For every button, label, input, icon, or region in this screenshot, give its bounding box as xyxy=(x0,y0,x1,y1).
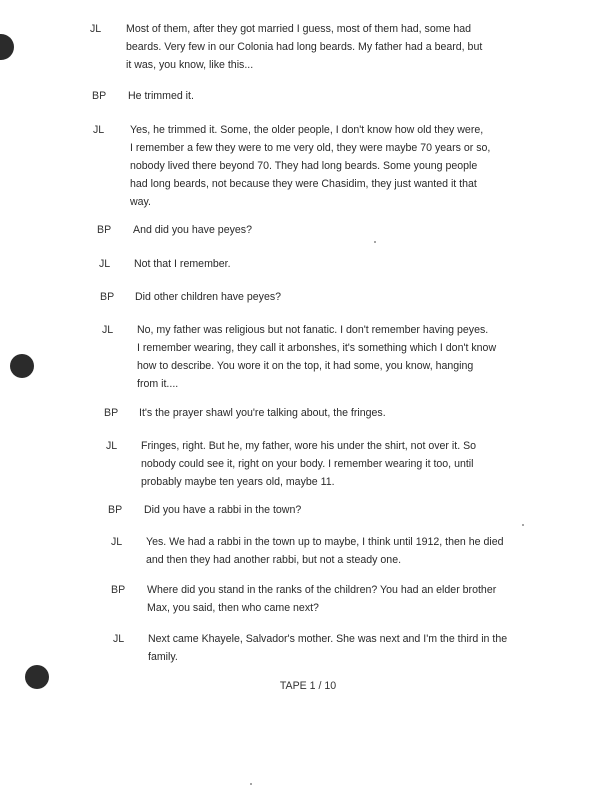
text-line: it was, you know, like this... xyxy=(126,59,254,71)
text-line: And did you have peyes? xyxy=(133,224,252,236)
speaker-label: BP xyxy=(104,407,119,419)
text-line: Fringes, right. But he, my father, wore his under the shirt, not over it. So xyxy=(141,440,477,452)
text-line: He trimmed it. xyxy=(128,90,194,102)
text-line: beards. Very few in our Colonia had long beards. My father had a beard, but xyxy=(126,41,483,53)
speaker-label: BP xyxy=(108,504,123,516)
entry-text xyxy=(148,630,528,666)
entry-text xyxy=(137,321,517,393)
entry-text xyxy=(147,581,527,617)
text-line: probably maybe ten years old, maybe 11. xyxy=(141,476,335,488)
speaker-label: JL xyxy=(102,324,114,336)
text-line: and then they had another rabbi, but not a steady one. xyxy=(146,554,402,566)
binder-hole xyxy=(0,34,14,60)
entry-text xyxy=(144,501,524,519)
text-line: Yes, he trimmed it. Some, the older people, I don't know how old they were, xyxy=(130,124,484,136)
text-line: how to describe. You wore it on the top, it had some, you know, hanging xyxy=(137,360,474,372)
entry-text xyxy=(133,221,513,239)
speaker-label: JL xyxy=(99,258,111,270)
text-line: nobody could see it, right on your body. I remember wearing it too, until xyxy=(141,458,474,470)
entry-text xyxy=(130,121,510,211)
scan-speck xyxy=(374,241,376,243)
speaker-label: JL xyxy=(111,536,123,548)
entry-text xyxy=(139,404,519,422)
text-line: Next came Khayele, Salvador's mother. She was next and I'm the third in the xyxy=(148,633,508,645)
binder-hole xyxy=(10,354,34,378)
text-line: Most of them, after they got married I guess, most of them had, some had xyxy=(126,23,472,35)
scan-speck xyxy=(250,783,252,785)
text-line: Did you have a rabbi in the town? xyxy=(144,504,302,516)
text-line: Not that I remember. xyxy=(134,258,231,270)
text-line: I remember wearing, they call it arbonshes, it's something which I don't know xyxy=(137,342,497,354)
entry-text xyxy=(126,20,506,74)
speaker-label: JL xyxy=(113,633,125,645)
entry-text xyxy=(134,255,514,273)
speaker-label: BP xyxy=(92,90,107,102)
text-line: Where did you stand in the ranks of the children? You had an elder brother xyxy=(147,584,497,596)
speaker-label: BP xyxy=(111,584,126,596)
text-line: family. xyxy=(148,651,178,663)
text-line: Yes. We had a rabbi in the town up to maybe, I think until 1912, then he died xyxy=(146,536,504,548)
tape-page-label: TAPE 1 / 10 xyxy=(279,680,337,692)
speaker-label: BP xyxy=(100,291,115,303)
entry-text xyxy=(128,87,508,105)
entry-text xyxy=(146,533,526,569)
entry-text xyxy=(141,437,521,491)
speaker-label: BP xyxy=(97,224,112,236)
speaker-label: JL xyxy=(93,124,105,136)
speaker-label: JL xyxy=(90,23,102,35)
text-line: from it.... xyxy=(137,378,179,390)
speaker-label: JL xyxy=(106,440,118,452)
text-line: nobody lived there beyond 70. They had long beards. Some young people xyxy=(130,160,478,172)
entry-text xyxy=(135,288,515,306)
text-line: It's the prayer shawl you're talking about, the fringes. xyxy=(139,407,386,419)
text-line: way. xyxy=(130,196,151,208)
text-line: Max, you said, then who came next? xyxy=(147,602,319,614)
text-line: No, my father was religious but not fanatic. I don't remember having peyes. xyxy=(137,324,489,336)
text-line: had long beards, not because they were Chasidim, they just wanted it that xyxy=(130,178,477,190)
text-line: Did other children have peyes? xyxy=(135,291,282,303)
text-line: I remember a few they were to me very old, they were maybe 70 years or so, xyxy=(130,142,491,154)
scan-speck xyxy=(522,524,524,526)
